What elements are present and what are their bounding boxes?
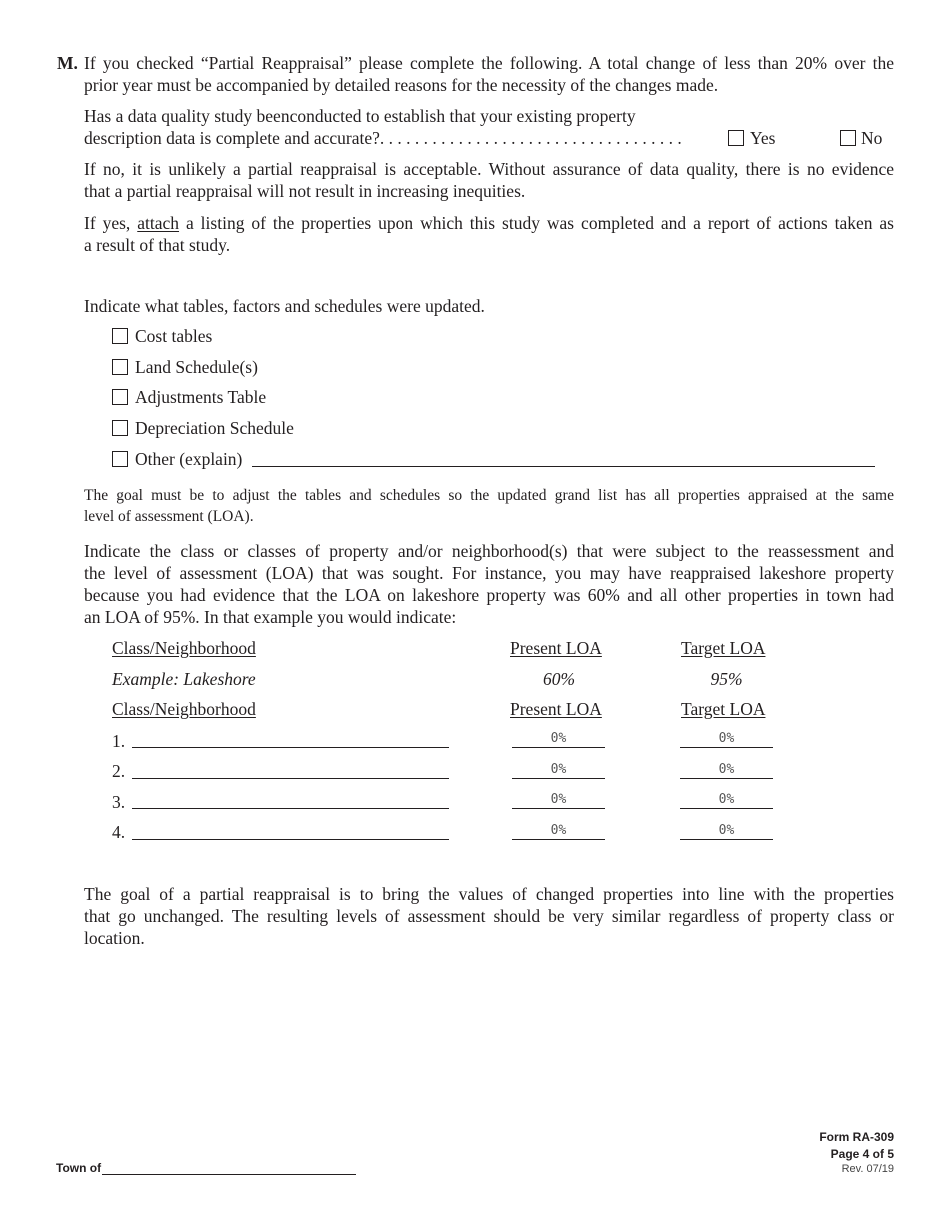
form-name: Form RA-309 xyxy=(819,1130,894,1144)
row-3-number: 3. xyxy=(112,792,126,812)
section-m-intro-line1: If you checked “Partial Reappraisal” please complete the following. A total change of less than 20% over the xyxy=(84,53,894,73)
town-of-label: Town of xyxy=(56,1161,102,1175)
other-explain-field[interactable] xyxy=(252,466,875,467)
tables-heading: Indicate what tables, factors and schedules were updated. xyxy=(84,296,485,316)
cost-tables-checkbox[interactable] xyxy=(112,328,128,344)
row-1-present-value: 0% xyxy=(550,731,567,746)
col-header-class-2: Class/Neighborhood xyxy=(112,699,256,719)
row-4-target-value: 0% xyxy=(718,823,735,838)
closing-line2: that go unchanged. The resulting levels of assessment should be very similar regardless of property class or xyxy=(84,906,894,926)
adjustments-table-checkbox[interactable] xyxy=(112,389,128,405)
tables-goal-line1: The goal must be to adjust the tables and schedules so the updated grand list has all properties appraised at the same xyxy=(84,487,894,504)
row-4-present-field[interactable] xyxy=(512,839,605,840)
section-m-intro-line2: prior year must be accompanied by detailed reasons for the necessity of the changes made. xyxy=(84,75,719,95)
adjustments-table-label: Adjustments Table xyxy=(135,387,267,407)
row-3-class-field[interactable] xyxy=(132,808,449,809)
row-3-present-field[interactable] xyxy=(512,808,605,809)
col-header-target-loa-2: Target LOA xyxy=(681,699,766,719)
if-yes-attach: attach xyxy=(137,213,180,233)
land-schedules-label: Land Schedule(s) xyxy=(135,357,258,377)
data-quality-question-line1: Has a data quality study beenconducted to establish that your existing property xyxy=(84,106,636,126)
other-checkbox[interactable] xyxy=(112,451,128,467)
data-quality-no-label: No xyxy=(861,128,883,148)
if-yes-prefix: If yes, xyxy=(84,213,138,233)
col-header-target-loa: Target LOA xyxy=(681,638,766,658)
data-quality-no-checkbox[interactable] xyxy=(840,130,856,146)
land-schedules-checkbox[interactable] xyxy=(112,359,128,375)
row-1-present-field[interactable] xyxy=(512,747,605,748)
depreciation-schedule-checkbox[interactable] xyxy=(112,420,128,436)
class-intro-line4: an LOA of 95%. In that example you would indicate: xyxy=(84,607,457,627)
cost-tables-label: Cost tables xyxy=(135,326,213,346)
row-4-present-value: 0% xyxy=(550,823,567,838)
row-1-number: 1. xyxy=(112,731,126,751)
row-1-target-field[interactable] xyxy=(680,747,773,748)
col-header-present-loa-2: Present LOA xyxy=(510,699,602,719)
row-2-target-value: 0% xyxy=(718,762,735,777)
data-quality-yes-checkbox[interactable] xyxy=(728,130,744,146)
col-header-present-loa: Present LOA xyxy=(510,638,602,658)
class-intro-line1: Indicate the class or classes of property and/or neighborhood(s) that were subject to the reassessment and xyxy=(84,541,894,561)
class-intro-line2: the level of assessment (LOA) that was sought. For instance, you may have reappraised lakeshore property xyxy=(84,563,894,583)
tables-goal-line2: level of assessment (LOA). xyxy=(84,508,254,525)
closing-line1: The goal of a partial reappraisal is to bring the values of changed properties into line with the properties xyxy=(84,884,894,904)
example-class: Example: Lakeshore xyxy=(112,669,256,689)
row-4-number: 4. xyxy=(112,822,126,842)
row-2-present-value: 0% xyxy=(550,762,567,777)
row-3-target-value: 0% xyxy=(718,792,735,807)
if-yes-line2: a result of that study. xyxy=(84,235,231,255)
row-2-number: 2. xyxy=(112,761,126,781)
col-header-class: Class/Neighborhood xyxy=(112,638,256,658)
row-3-present-value: 0% xyxy=(550,792,567,807)
row-1-class-field[interactable] xyxy=(132,747,449,748)
row-2-target-field[interactable] xyxy=(680,778,773,779)
if-no-line2: that a partial reappraisal will not result in increasing inequities. xyxy=(84,181,526,201)
row-4-target-field[interactable] xyxy=(680,839,773,840)
row-1-target-value: 0% xyxy=(718,731,735,746)
row-2-class-field[interactable] xyxy=(132,778,449,779)
data-quality-question-line2: description data is complete and accurate?. . . . . . . . . . . . . . . . . . . . . . . . . . . . . . . . . . . xyxy=(84,128,682,148)
row-4-class-field[interactable] xyxy=(132,839,449,840)
page-number: Page 4 of 5 xyxy=(830,1147,894,1161)
depreciation-schedule-label: Depreciation Schedule xyxy=(135,418,294,438)
data-quality-yes-label: Yes xyxy=(750,128,776,148)
if-yes-rest: a listing of the properties upon which this study was completed and a report of actions taken as xyxy=(179,213,894,233)
if-no-line1: If no, it is unlikely a partial reappraisal is acceptable. Without assurance of data quality, there is no evidence xyxy=(84,159,894,179)
example-present-loa: 60% xyxy=(542,669,576,689)
example-target-loa: 95% xyxy=(710,669,743,689)
other-label: Other (explain) xyxy=(135,449,243,469)
closing-line3: location. xyxy=(84,928,145,948)
if-yes-line1 xyxy=(84,212,894,234)
row-3-target-field[interactable] xyxy=(680,808,773,809)
section-m-label: M. xyxy=(57,53,78,73)
class-intro-line3: because you had evidence that the LOA on lakeshore property was 60% and all other properties in town had xyxy=(84,585,894,605)
form-revision: Rev. 07/19 xyxy=(841,1163,894,1175)
town-name-field[interactable] xyxy=(102,1174,356,1175)
row-2-present-field[interactable] xyxy=(512,778,605,779)
